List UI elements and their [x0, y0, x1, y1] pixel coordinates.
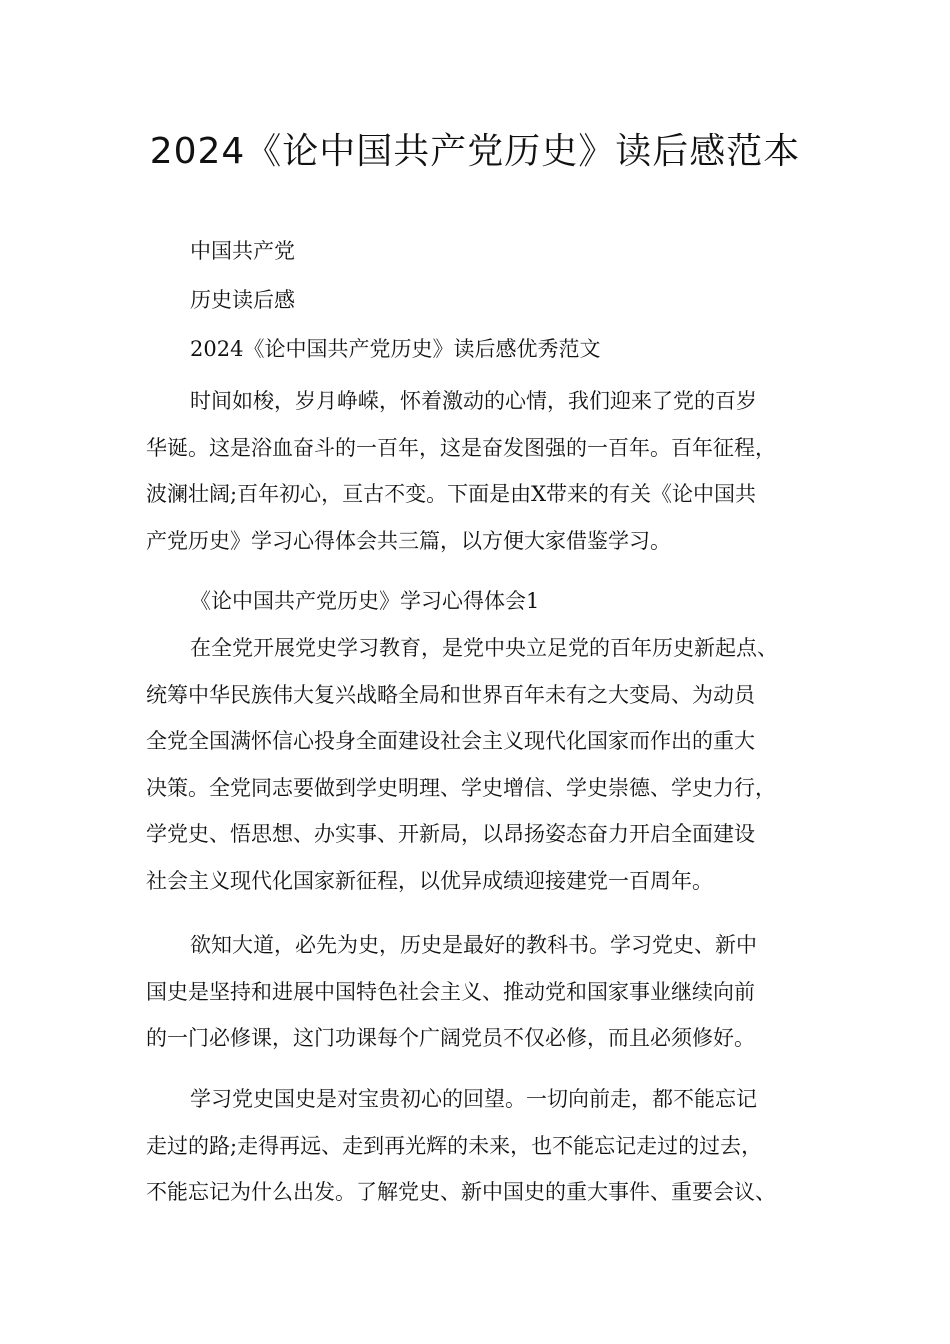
document-subtitle: 2024《论中国共产党历史》读后感优秀范文: [190, 337, 601, 361]
text-line: 统筹中华民族伟大复兴战略全局和世界百年未有之大变局、为动员: [146, 682, 755, 707]
body-paragraph-1: [146, 625, 846, 904]
text-line: 学习党史国史是对宝贵初心的回望。一切向前走，都不能忘记: [190, 1087, 757, 1111]
body-paragraph-3: [146, 1076, 846, 1216]
text-line: 在全党开展党史学习教育，是党中央立足党的百年历史新起点、: [190, 636, 778, 660]
text-line: 时间如梭，岁月峥嵘，怀着激动的心情，我们迎来了党的百岁: [190, 389, 757, 413]
text-line: 全党全国满怀信心投身全面建设社会主义现代化国家而作出的重大: [146, 729, 755, 753]
text-line: 的一门必修课，这门功课每个广阔党员不仅必修，而且必须修好。: [146, 1026, 755, 1050]
body-paragraph-2: [146, 922, 846, 1062]
text-line: 欲知大道，必先为史，历史是最好的教科书。学习党史、新中: [190, 933, 757, 957]
tag-line-history: 历史读后感: [190, 288, 295, 312]
document-title: 2024《论中国共产党历史》读后感范本: [149, 131, 801, 172]
text-line: 学党史、悟思想、办实事、开新局，以昂扬姿态奋力开启全面建设: [146, 822, 755, 846]
section-heading: 《论中国共产党历史》学习心得体会1: [190, 589, 540, 613]
intro-paragraph: [146, 378, 846, 564]
text-line: 社会主义现代化国家新征程，以优异成绩迎接建党一百周年。: [146, 868, 713, 893]
text-line: 决策。全党同志要做到学史明理、学史增信、学史崇德、学史力行，: [146, 775, 776, 800]
text-line: 产党历史》学习心得体会共三篇，以方便大家借鉴学习。: [146, 528, 671, 553]
text-line: 国史是坚持和进展中国特色社会主义、推动党和国家事业继续向前: [146, 979, 755, 1004]
text-line: 不能忘记为什么出发。了解党史、新中国史的重大事件、重要会议、: [146, 1180, 776, 1204]
text-line: 波澜壮阔;百年初心，亘古不变。下面是由X带来的有关《论中国共: [146, 482, 757, 506]
tag-line-party: 中国共产党: [190, 239, 295, 263]
text-line: 华诞。这是浴血奋斗的一百年，这是奋发图强的一百年。百年征程，: [146, 435, 776, 460]
text-line: 走过的路;走得再远、走到再光辉的未来，也不能忘记走过的过去，: [146, 1133, 763, 1158]
